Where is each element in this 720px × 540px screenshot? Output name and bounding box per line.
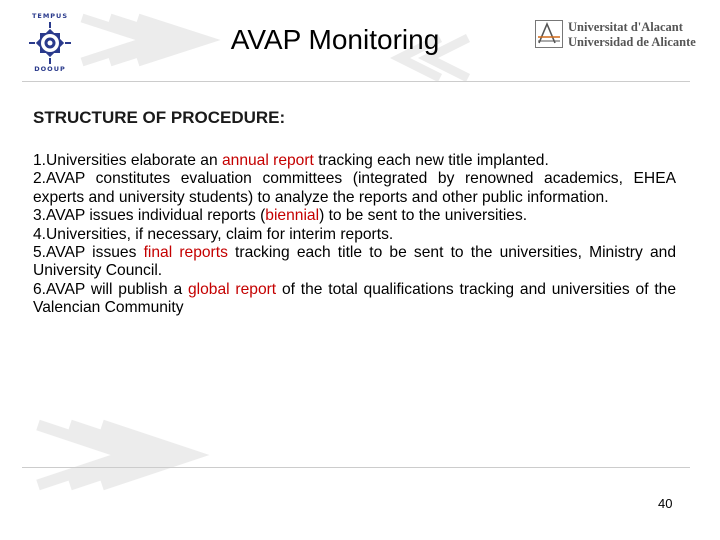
university-name-valencian: Universitat d'Alacant — [568, 20, 683, 34]
procedure-item-5: 5.AVAP issues final reports tracking each title to be sent to the universities, Ministry and University Council. — [33, 244, 676, 280]
highlight-global-report: global report — [187, 280, 277, 298]
tempus-logo-top-text: TEMPUS — [31, 12, 69, 20]
chevron-watermark-bottom — [38, 425, 192, 485]
university-emblem-icon — [535, 20, 563, 48]
header-divider — [22, 81, 690, 82]
highlight-biennial: biennial — [265, 207, 320, 225]
procedure-item-1: 1.Universities elaborate an annual report tracking each new title implanted. — [33, 152, 549, 169]
footer-divider — [22, 467, 690, 468]
procedure-list — [33, 152, 676, 318]
slide-title: AVAP Monitoring — [230, 24, 440, 55]
highlight-annual-report: annual report — [221, 152, 314, 169]
university-logo — [535, 18, 695, 52]
procedure-item-4: 4.Universities, if necessary, claim for interim reports. — [33, 225, 394, 243]
procedure-item-2: 2.AVAP constitutes evaluation committees (integrated by renowned academics, EHEA experts and university students) to analyze the reports and other public information. — [33, 170, 676, 206]
highlight-final-reports: final reports — [143, 244, 228, 262]
university-name-spanish: Universidad de Alicante — [568, 35, 696, 49]
section-heading: STRUCTURE OF PROCEDURE: — [33, 108, 286, 127]
page-number: 40 — [658, 496, 673, 511]
tempus-logo-bottom-text: DOOUP — [34, 65, 66, 73]
procedure-item-6: 6.AVAP will publish a global report of the total qualifications tracking and universities of the Valencian Community — [33, 280, 677, 317]
procedure-item-3: 3.AVAP issues individual reports (biennial) to be sent to the universities. — [33, 207, 528, 225]
